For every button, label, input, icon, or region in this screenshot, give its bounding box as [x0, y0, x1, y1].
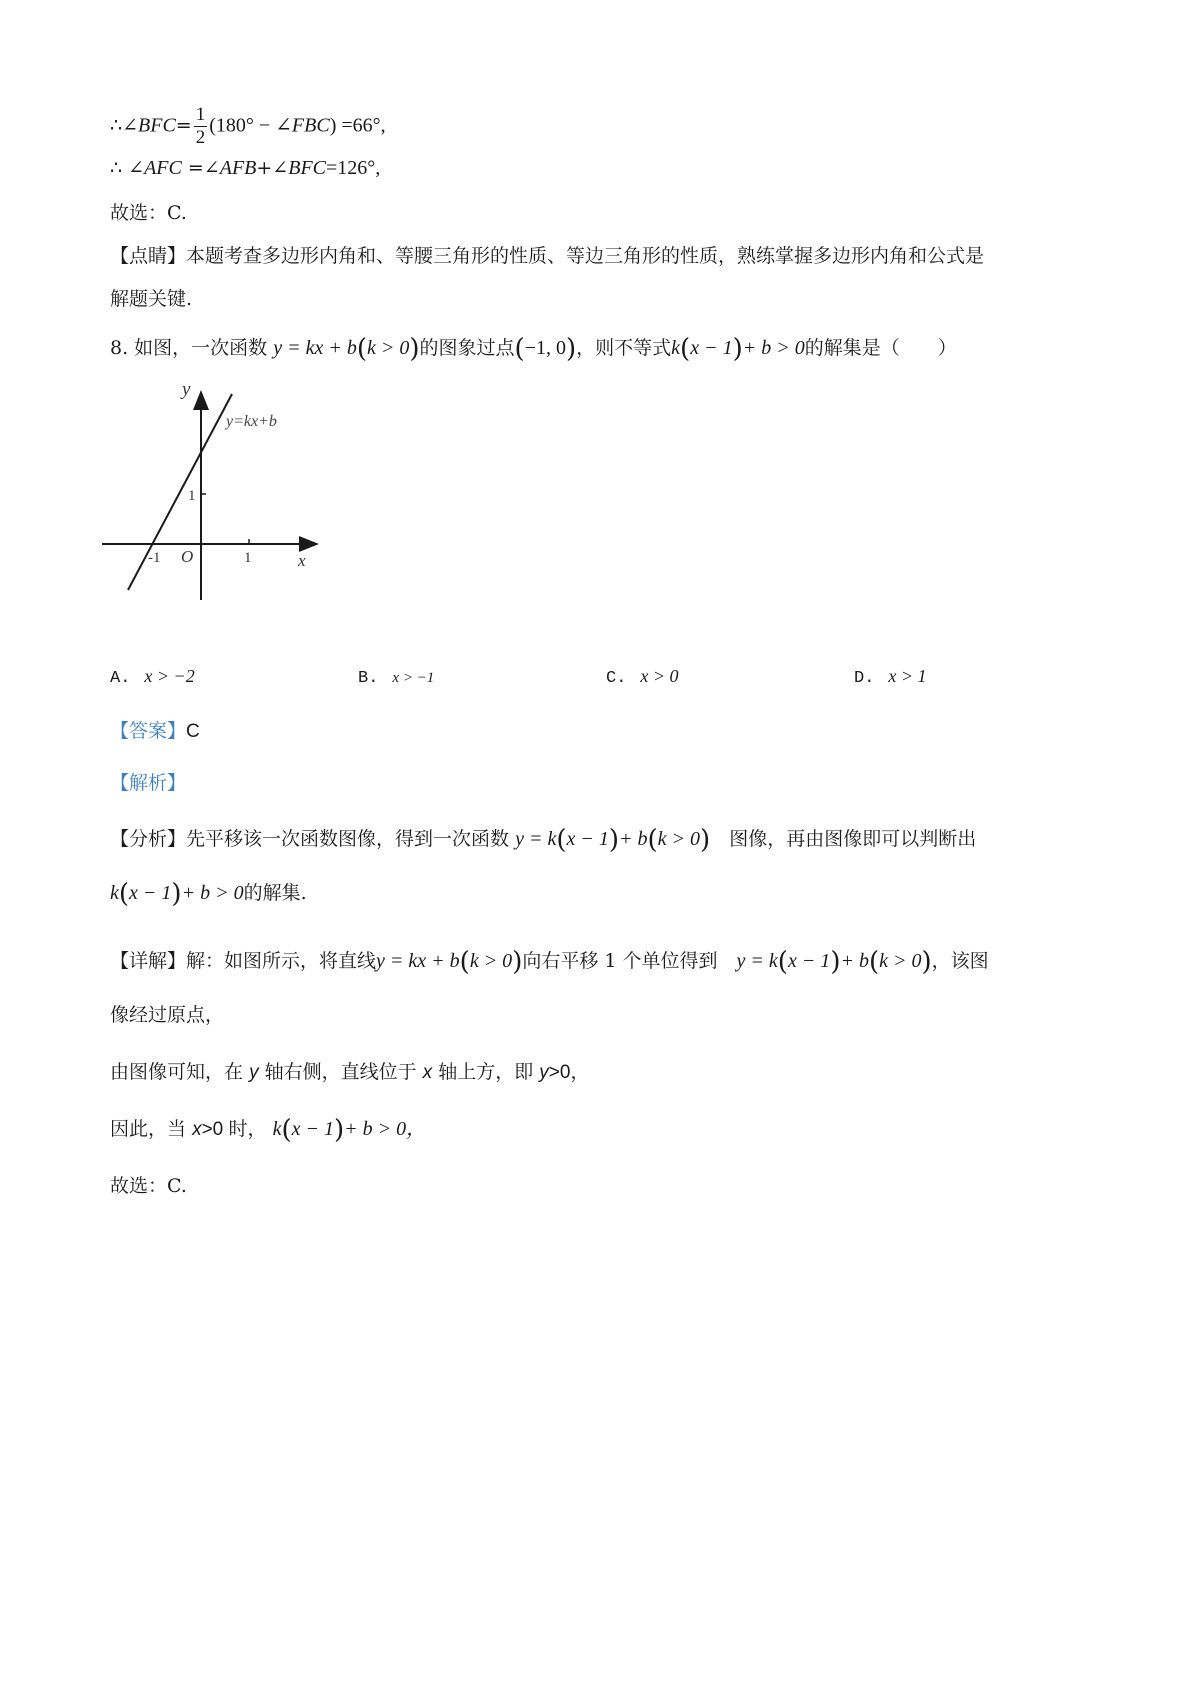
line-label: y=kx+b — [226, 413, 277, 430]
option-d[interactable]: D. x > 1 — [854, 666, 927, 688]
option-c[interactable]: C. x > 0 — [606, 666, 679, 688]
reason-line: 由图像可知，在 y 轴右侧，直线位于 x 轴上方，即 y>0， — [110, 1061, 590, 1083]
dianjing-line-1: 【点睛】本题考查多边形内角和、等腰三角形的性质、等边三角形的性质，熟练掌握多边形内角和公式是 — [110, 245, 985, 267]
option-a[interactable]: A. x > −2 — [110, 666, 195, 688]
origin-label: O — [181, 547, 194, 566]
fenxi-tag: 【分析】 — [110, 828, 187, 850]
final-choice: 故选：C. — [110, 1175, 187, 1197]
function-line — [128, 394, 232, 590]
xiangjie-line-2: 像经过原点， — [110, 1004, 225, 1026]
question-8: 8. 如图，一次函数 y = kx + b(k > 0)的图象过点(−1, 0)，则不等式k(x − 1)+ b > 0的解集是（ ） — [110, 334, 957, 364]
conclusion-line: 因此，当 x>0 时， k(x − 1)+ b > 0， — [110, 1115, 427, 1145]
xiangjie-tag: 【详解】 — [110, 950, 187, 972]
fraction-half: $\frac{1}{2}$ — [195, 104, 206, 148]
fenxi-line-1: 【分析】先平移该一次函数图像，得到一次函数 y = k(x − 1)+ b(k > 0) 图像，再由图像即可以判断出 — [110, 825, 977, 855]
dianjing-line-2: 解题关键. — [110, 288, 193, 310]
tick-label-y-1: 1 — [188, 488, 196, 504]
dianjing-tag: 【点睛】 — [110, 245, 187, 267]
tick-label-x-1: 1 — [244, 550, 252, 566]
formula-line-afc: ∴ ∠AFC =∠AFB+∠BFC=126°, — [110, 157, 381, 179]
tick-label-x-neg1: -1 — [148, 550, 161, 566]
function-graph — [110, 379, 340, 637]
option-b[interactable]: B. x > −1 — [358, 669, 435, 688]
fenxi-line-2: k(x − 1)+ b > 0的解集. — [110, 879, 307, 909]
answer-line: 【答案】C — [110, 720, 200, 742]
xiangjie-line-1: 【详解】解：如图所示，将直线y = kx + b(k > 0)向右平移 1 个单位得到 y = k(x − 1)+ b(k > 0)，该图 — [110, 947, 989, 977]
y-axis-label: y — [182, 379, 191, 400]
jiexi-tag: 【解析】 — [110, 772, 187, 794]
formula-line-bfc: ∴∠BFC= $\frac{1}{2}$ (180° − ∠FBC) =66°, — [110, 104, 386, 148]
answer-tag: 【答案】 — [110, 720, 187, 742]
x-axis-label: x — [298, 551, 306, 570]
choice-line-prev: 故选：C. — [110, 202, 187, 224]
